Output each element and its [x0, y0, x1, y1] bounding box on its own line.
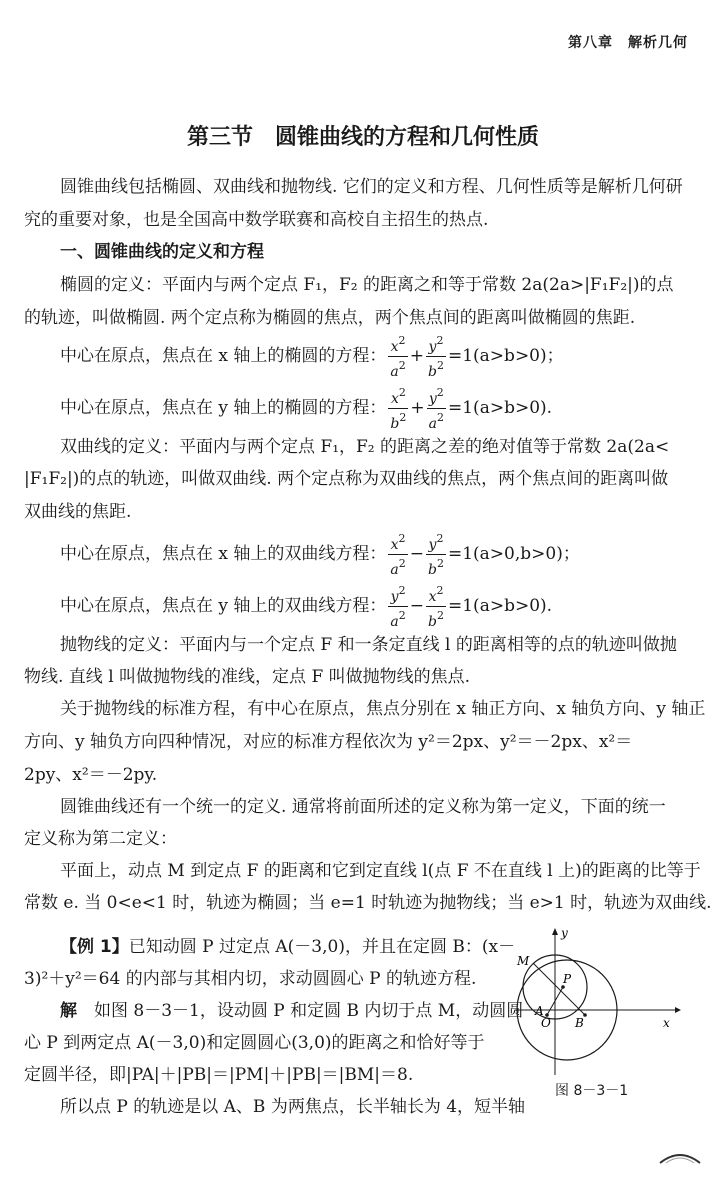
solution-line-3: 定圆半径，即|PA|＋|PB|＝|PM|＋|PB|＝|BM|＝8. [24, 1065, 414, 1085]
label-M: M [517, 954, 530, 968]
label-y: y [561, 926, 568, 940]
unified-def-line-1: 圆锥曲线还有一个统一的定义. 通常将前面所述的定义称为第一定义，下面的统一 [60, 797, 666, 817]
parabola-std-line-1: 关于抛物线的标准方程，有中心在原点，焦点分别在 x 轴正方向、x 轴负方向、y 轴正 [60, 699, 706, 719]
fraction: $\frac{y^2}{a^2}$ [428, 386, 444, 432]
label-A: A [535, 1004, 544, 1018]
solution-line-1: 解 如图 8－3－1，设动圆 P 和定圆 B 内切于点 M，动圆圆 [60, 1001, 524, 1021]
title-number: 第三节 [186, 125, 253, 150]
fraction: $\frac{x^2}{a^2}$ [390, 334, 406, 380]
running-header: 第八章 解析几何 [568, 35, 688, 51]
fraction: $\frac{x^2}{b^2}$ [428, 584, 444, 630]
label-O: O [541, 1016, 551, 1030]
parabola-std-line-3: 2py、x²＝－2py. [24, 765, 158, 785]
solution-line-4: 所以点 P 的轨迹是以 A、B 为两焦点，长半轴长为 4，短半轴 [60, 1097, 526, 1117]
ellipse-def-line-1: 椭圆的定义：平面内与两个定点 F₁，F₂ 的距离之和等于常数 2a(2a>|F₁F₂|)的点 [60, 275, 674, 295]
hyperbola-def-line-1: 双曲线的定义：平面内与两个定点 F₁，F₂ 的距离之差的绝对值等于常数 2a(2a< [60, 437, 670, 457]
y-axis-arrow [552, 928, 558, 935]
unified-def-line-2: 定义称为第二定义： [24, 829, 177, 849]
example-line-1: 【例 1】已知动圆 P 过定点 A(－3,0)，并且在定圆 B：(x－ [60, 937, 516, 957]
title-text: 圆锥曲线的方程和几何性质 [275, 125, 540, 150]
ellipse-equation-y: 中心在原点，焦点在 y 轴上的椭圆的方程： $\frac{x^2}{b^2}$ + $\frac{y^2}{a^2}$ =1(a>b>0). [60, 386, 553, 432]
example-line-2: 3)²＋y²＝64 的内部与其相内切，求动圆圆心 P 的轨迹方程. [24, 969, 477, 989]
label-B: B [575, 1016, 584, 1030]
example-label: 【例 1】 [60, 937, 129, 957]
label-P: P [563, 972, 572, 986]
fraction: $\frac{y^2}{b^2}$ [428, 334, 444, 380]
fraction: $\frac{y^2}{a^2}$ [390, 584, 406, 630]
second-def-line-2: 常数 e. 当 0<e<1 时，轨迹为椭圆；当 e=1 时轨迹为抛物线；当 e>1 时，轨迹为双曲线. [24, 893, 712, 913]
hyperbola-equation-x: 中心在原点，焦点在 x 轴上的双曲线方程： $\frac{x^2}{a^2}$ − $\frac{y^2}{b^2}$ =1(a>0,b>0)； [60, 532, 580, 578]
fraction: $\frac{x^2}{a^2}$ [390, 532, 406, 578]
hyperbola-def-line-3: 双曲线的焦距. [24, 502, 132, 522]
figure-caption: 图 8－3－1 [555, 1083, 629, 1099]
section-heading: 一、圆锥曲线的定义和方程 [60, 242, 264, 262]
fraction: $\frac{x^2}{b^2}$ [390, 386, 407, 432]
x-axis-arrow [675, 1007, 681, 1013]
hyperbola-equation-y: 中心在原点，焦点在 y 轴上的双曲线方程： $\frac{y^2}{a^2}$ − $\frac{x^2}{b^2}$ =1(a>b>0). [60, 584, 553, 630]
label-x: x [663, 1016, 670, 1030]
solution-label: 解 [60, 1001, 77, 1021]
fraction: $\frac{y^2}{b^2}$ [428, 532, 444, 578]
section-title [0, 120, 726, 151]
parabola-def-line-2: 物线. 直线 l 叫做抛物线的准线，定点 F 叫做抛物线的焦点. [24, 667, 471, 687]
intro-line-1: 圆锥曲线包括椭圆、双曲线和抛物线. 它们的定义和方程、几何性质等是解析几何研 [60, 177, 683, 197]
ellipse-def-line-2: 的轨迹，叫做椭圆. 两个定点称为椭圆的焦点，两个焦点间的距离叫做椭圆的焦距. [24, 308, 636, 328]
second-def-line-1: 平面上，动点 M 到定点 F 的距离和它到定直线 l(点 F 不在直线 l 上)的距离的比等于 [60, 861, 701, 881]
page-curl-icon [656, 1145, 704, 1165]
hyperbola-def-line-2: |F₁F₂|)的点的轨迹，叫做双曲线. 两个定点称为双曲线的焦点，两个焦点间的距离叫做 [24, 469, 669, 489]
intro-line-2: 究的重要对象，也是全国高中数学联赛和高校自主招生的热点. [24, 210, 489, 230]
parabola-std-line-2: 方向、y 轴负方向四种情况，对应的标准方程依次为 y²＝2px、y²＝－2px、x²＝ [24, 732, 633, 752]
ellipse-equation-x: 中心在原点，焦点在 x 轴上的椭圆的方程： $\frac{x^2}{a^2}$ + $\frac{y^2}{b^2}$ =1(a>b>0)； [60, 334, 564, 380]
figure-circles [505, 915, 705, 1080]
solution-line-2: 心 P 到两定点 A(－3,0)和定圆圆心(3,0)的距离之和恰好等于 [24, 1033, 485, 1053]
parabola-def-line-1: 抛物线的定义：平面内与一个定点 F 和一条定直线 l 的距离相等的点的轨迹叫做抛 [60, 635, 677, 655]
